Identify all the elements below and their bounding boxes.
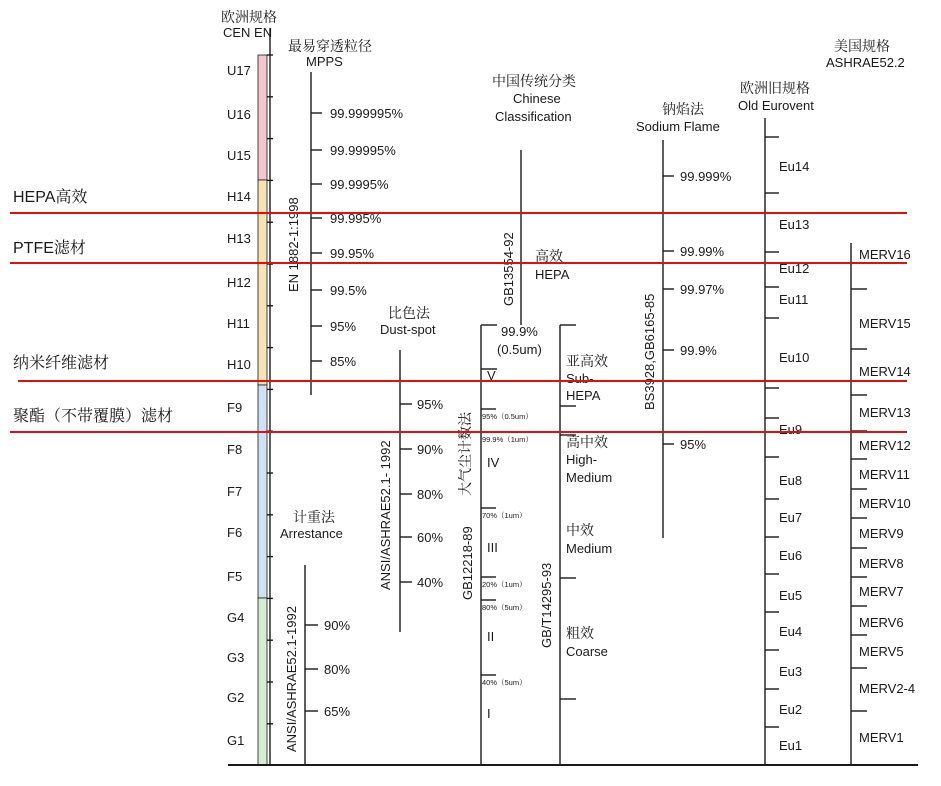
dustspot-value: 95% — [417, 397, 444, 412]
mpps-standard: EN 1882-1:1998 — [286, 197, 301, 292]
eurovent-class: Eu13 — [779, 217, 810, 232]
dustspot-subtitle: Dust-spot — [380, 322, 436, 337]
sodium-values — [663, 169, 732, 452]
cen-class-label: G2 — [227, 690, 245, 705]
ashrae-class: MERV14 — [859, 364, 911, 379]
ashrae-class: MERV7 — [859, 584, 904, 599]
ashrae-class: MERV2-4 — [859, 681, 916, 696]
grade-subhepa-cn: 亚高效 — [566, 353, 608, 369]
cen-class-label: F7 — [227, 484, 243, 499]
sodium-value: 95% — [680, 437, 707, 452]
ashrae-class: MERV10 — [859, 496, 911, 511]
ashrae-class: MERV12 — [859, 438, 911, 453]
grade-highmed-en2: Medium — [566, 470, 613, 485]
sodium-value: 99.99% — [680, 244, 725, 259]
sodium-value: 99.9% — [680, 343, 717, 358]
ashrae-class: MERV15 — [859, 316, 911, 331]
sodium-standard: BS3928,GB6165-85 — [642, 293, 657, 410]
cen-class-label: H11 — [227, 316, 250, 331]
mpps-value: 85% — [330, 354, 357, 369]
eurovent-class: Eu11 — [779, 292, 809, 307]
grade-hepa-en: HEPA — [535, 267, 570, 282]
chinese-std-dust: GB12218-89 — [460, 526, 475, 600]
arrestance-title: 计重法 — [293, 509, 335, 525]
cen-class-label: G1 — [227, 733, 245, 748]
dustspot-title: 比色法 — [388, 305, 430, 321]
sodium-value: 99.97% — [680, 282, 725, 297]
eurovent-title: 欧洲旧规格 — [740, 80, 810, 96]
eurovent-class: Eu10 — [779, 350, 810, 365]
grade-medium-en: Medium — [566, 541, 613, 556]
sodium-value: 99.999% — [680, 169, 732, 184]
eurovent-class: Eu7 — [779, 510, 803, 525]
eurovent-class: Eu12 — [779, 261, 810, 276]
mpps-value: 95% — [330, 319, 357, 334]
ashrae-class: MERV1 — [859, 730, 904, 745]
chinese-small-value: 80%（5um） — [482, 603, 527, 612]
grade-coarse-cn: 粗效 — [566, 625, 594, 641]
ashrae-class: MERV5 — [859, 644, 904, 659]
dustspot-value: 90% — [417, 442, 444, 457]
mpps-value: 99.995% — [330, 211, 382, 226]
ashrae-title: 美国规格 — [834, 38, 890, 54]
eurovent-subtitle: Old Eurovent — [738, 98, 814, 113]
arrestance-value: 80% — [324, 662, 351, 677]
cen-class-label: H10 — [227, 357, 251, 372]
sodium-title: 钠焰法 — [662, 101, 704, 117]
chinese-std-medium: GB/T14295-93 — [539, 562, 554, 648]
red-label-nanofiber: 纳米纤维滤材 — [13, 355, 110, 372]
dustspot-values — [400, 397, 443, 590]
arrestance-values — [305, 618, 350, 719]
eurovent-class: Eu9 — [779, 422, 803, 437]
cen-title: 欧洲规格 — [221, 9, 277, 25]
ashrae-class: MERV13 — [859, 405, 911, 420]
ashrae-subtitle: ASHRAE52.2 — [826, 55, 905, 70]
chinese-std-hepa: GB13554-92 — [501, 232, 516, 306]
grade-medium-cn: 中效 — [566, 522, 594, 538]
cen-class-label: H12 — [227, 275, 251, 290]
grade-hepa-cn: 高效 — [535, 248, 563, 264]
cen-subtitle: CEN EN — [223, 25, 273, 40]
mpps-title: 最易穿透粒径 — [288, 38, 372, 54]
chinese-small-value: 95%（0.5um） — [482, 412, 533, 421]
eurovent-class: Eu5 — [779, 588, 803, 603]
eurovent-class: Eu14 — [779, 159, 810, 174]
ashrae-class: MERV11 — [859, 467, 910, 482]
chinese-dust-count-label: 大气尘计数法 — [457, 412, 473, 496]
grade-subhepa-en2: HEPA — [566, 388, 601, 403]
chinese-small-value: 20%（1um） — [482, 580, 527, 589]
mpps-value: 99.5% — [330, 283, 367, 298]
mpps-subtitle: MPPS — [306, 54, 343, 69]
red-label-polyester: 聚酯（不带覆膜）滤材 — [13, 408, 174, 425]
red-label-hepa: HEPA高效 — [13, 189, 88, 206]
arrestance-value: 90% — [324, 618, 351, 633]
arrestance-standard: ANSI/ASHRAE52.1-1992 — [284, 606, 299, 752]
ashrae-class: MERV16 — [859, 247, 911, 262]
cen-class-label: G4 — [227, 610, 245, 625]
cen-band-u — [258, 55, 267, 180]
cen-class-labels — [227, 63, 251, 748]
chinese-roman-numeral: V — [487, 368, 496, 383]
cen-class-label: F5 — [227, 569, 243, 584]
ashrae-class: MERV9 — [859, 526, 904, 541]
chinese-roman-numeral: III — [487, 540, 498, 555]
mpps-value: 99.999995% — [330, 106, 404, 121]
arrestance-value: 65% — [324, 704, 351, 719]
cen-band-h — [258, 180, 267, 385]
cen-band-g — [258, 598, 267, 765]
dustspot-value: 60% — [417, 530, 444, 545]
ashrae-class: MERV6 — [859, 615, 904, 630]
eurovent-classes — [765, 137, 809, 753]
cen-class-label: H14 — [227, 189, 251, 204]
eurovent-class: Eu8 — [779, 473, 803, 488]
cen-class-label: F9 — [227, 400, 243, 415]
ashrae-class: MERV8 — [859, 556, 904, 571]
cen-class-label: G3 — [227, 650, 245, 665]
mpps-value: 99.99995% — [330, 143, 396, 158]
mpps-value: 99.9995% — [330, 177, 389, 192]
red-label-ptfe: PTFE滤材 — [13, 240, 86, 257]
chinese-subtitle2: Classification — [495, 109, 572, 124]
grade-highmed-en1: High- — [566, 452, 598, 467]
chinese-roman-numeral: IV — [487, 455, 500, 470]
chinese-title: 中国传统分类 — [492, 73, 576, 89]
grade-highmed-cn: 高中效 — [566, 434, 608, 450]
eurovent-class: Eu2 — [779, 702, 803, 717]
cen-class-label: H13 — [227, 231, 251, 246]
chinese-top-value: 99.9% — [501, 324, 538, 339]
chinese-small-value: 70%（1um） — [482, 511, 527, 520]
ashrae-classes — [851, 247, 915, 745]
sodium-subtitle: Sodium Flame — [636, 119, 720, 134]
cen-class-label: F8 — [227, 442, 243, 457]
dustspot-standard: ANSI/ASHRAE52.1- 1992 — [378, 440, 393, 590]
cen-class-label: U16 — [227, 107, 251, 122]
chinese-roman-numeral: II — [487, 629, 495, 644]
cen-band-f — [258, 385, 267, 598]
dustspot-value: 80% — [417, 487, 444, 502]
eurovent-class: Eu1 — [779, 738, 803, 753]
eurovent-class: Eu3 — [779, 664, 803, 679]
eurovent-class: Eu6 — [779, 548, 803, 563]
mpps-value: 99.95% — [330, 246, 375, 261]
chinese-small-value: 40%（5um） — [482, 678, 527, 687]
chinese-small-value: 99.9%（1um） — [482, 435, 533, 444]
cen-class-label: F6 — [227, 525, 243, 540]
dustspot-value: 40% — [417, 575, 444, 590]
chinese-roman-numeral: I — [487, 706, 491, 721]
grade-coarse-en: Coarse — [566, 644, 608, 659]
eurovent-class: Eu4 — [779, 624, 803, 639]
chinese-subtitle1: Chinese — [513, 91, 561, 106]
cen-class-label: U15 — [227, 148, 251, 163]
arrestance-subtitle: Arrestance — [280, 526, 343, 541]
cen-class-label: U17 — [227, 63, 251, 78]
grade-subhepa-en1: Sub- — [566, 371, 594, 386]
chinese-top-sub: (0.5um) — [497, 342, 542, 357]
